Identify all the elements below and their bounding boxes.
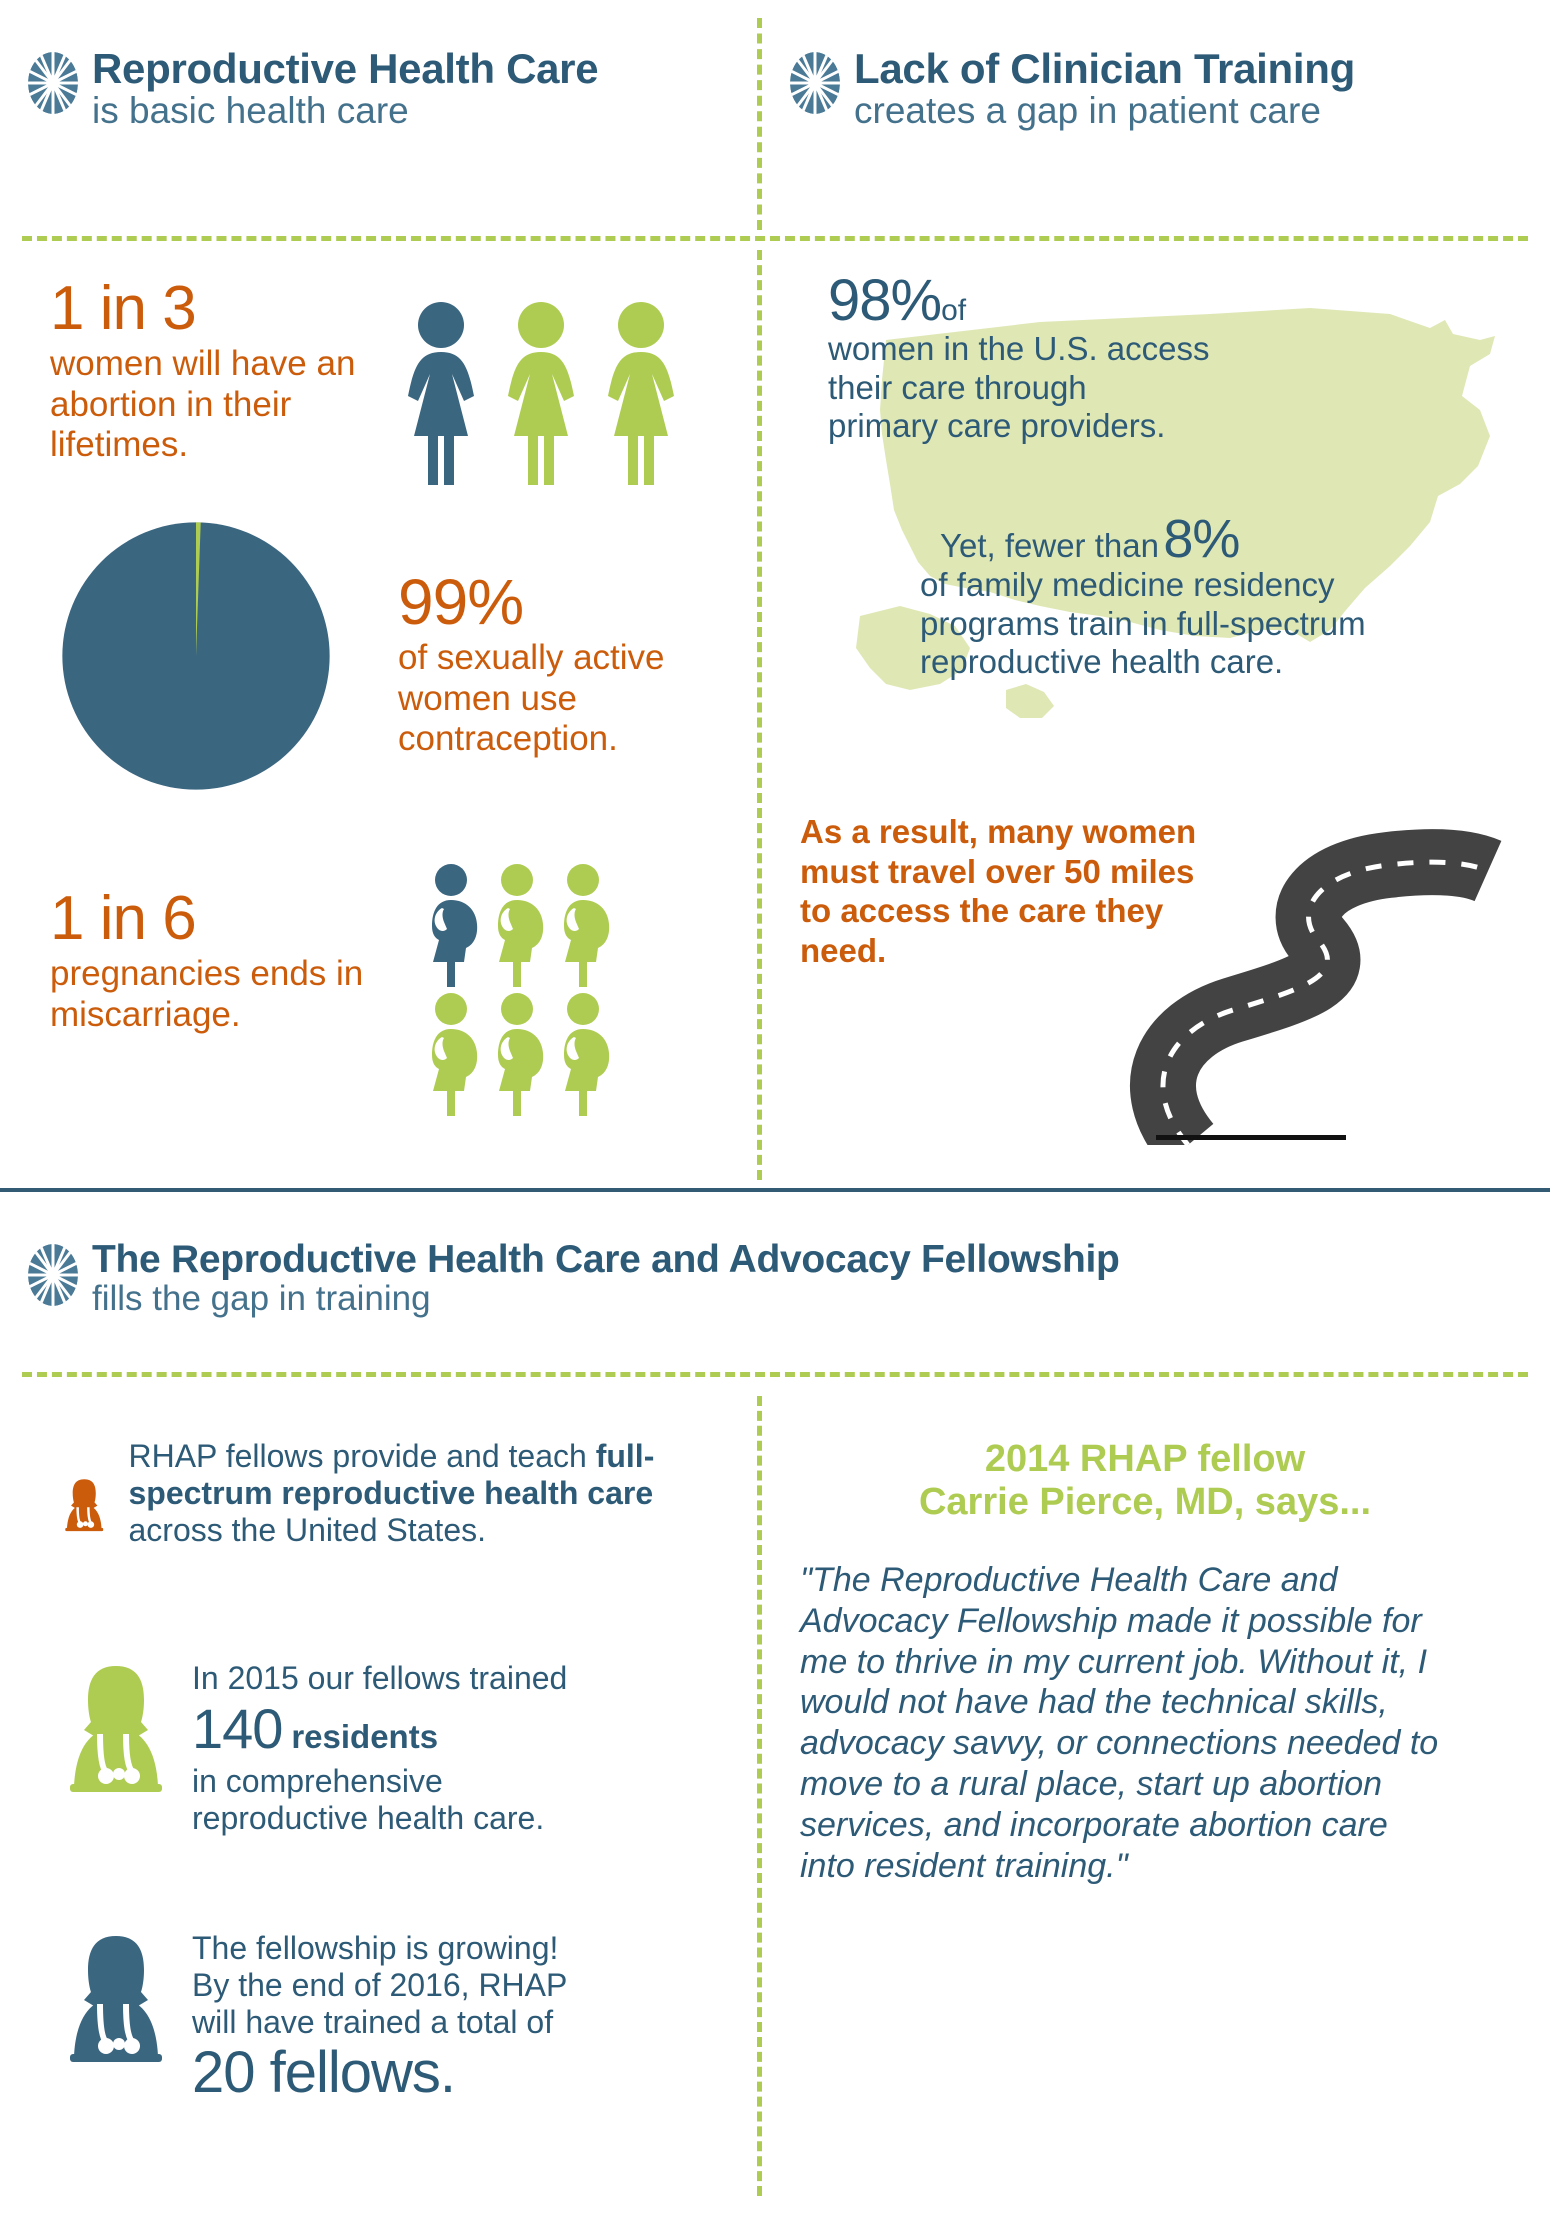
stat-primary-care-percent: 98%: [828, 268, 942, 333]
section-subtitle: creates a gap in patient care: [854, 89, 1321, 131]
stat-abortion: [50, 274, 370, 466]
section-subtitle: fills the gap in training: [92, 1278, 431, 1318]
stat-primary-care: [828, 268, 1308, 446]
section-header-lack-of-clinician-training: [790, 45, 1490, 131]
section-header-fellowship: [28, 1240, 1428, 1318]
section-title: Reproductive Health Care: [92, 45, 599, 92]
section-title: Lack of Clinician Training: [854, 45, 1355, 92]
fellow-block-2: [62, 1660, 712, 1837]
fellow-block-3-text: [192, 1930, 567, 2104]
pregnant-figure-highlighted: [420, 862, 484, 987]
stat-primary-care-lead: of: [941, 294, 967, 327]
stat-residency-prefix: Yet, fewer than: [940, 527, 1159, 564]
vertical-divider-bottom: [757, 1396, 762, 2196]
three-women-icon: [400, 300, 682, 485]
fellow-block-1: [62, 1438, 712, 1570]
fellow-3-number: 20 fellows.: [192, 2040, 456, 2106]
testimonial-heading-line-1: 2014 RHAP fellow: [984, 1438, 1306, 1480]
fellow-1-seg-3: across the United States.: [128, 1512, 486, 1549]
result-note-line-4: need.: [800, 931, 887, 969]
horizontal-divider-2: [22, 1372, 1528, 1377]
fellow-3-line-1: The fellowship is growing!: [192, 1930, 559, 1966]
stat-primary-care-line-3: primary care providers.: [828, 407, 1166, 445]
fellow-3-line-2: By the end of 2016, RHAP: [192, 1967, 568, 2004]
pregnant-figure: [420, 991, 484, 1116]
fellow-1-seg-2: full-spectrum reproductive health care: [128, 1438, 655, 1512]
fellow-block-3: [62, 1930, 712, 2104]
doctor-icon-green: [62, 1660, 170, 1792]
section-title: The Reproductive Health Care and Advocacy Fellowship: [92, 1238, 1120, 1281]
stat-abortion-number: 1 in 3: [50, 274, 196, 343]
pregnant-figure: [486, 862, 550, 987]
stat-miscarriage-number: 1 in 6: [50, 884, 196, 953]
fellow-2-line-1: In 2015 our fellows trained: [192, 1660, 568, 1696]
fellow-block-1-text: [128, 1438, 712, 1549]
pregnant-figure: [552, 862, 616, 987]
stat-residency: [920, 509, 1550, 682]
vertical-divider-top: [757, 18, 762, 230]
fellow-1-seg-1: RHAP fellows provide and teach: [128, 1438, 596, 1474]
stat-contraception-percent: 99%: [398, 566, 524, 638]
woman-figure-highlighted: [400, 300, 482, 485]
doctor-icon-blue: [62, 1930, 170, 2062]
fellow-2-line-3: in comprehensive: [192, 1763, 443, 1800]
vertical-divider-middle: [757, 250, 762, 1180]
doctor-icon-orange: [62, 1438, 106, 1570]
result-note: [800, 812, 1270, 970]
fellow-2-line-4: reproductive health care.: [192, 1800, 545, 1837]
stat-contraception: [398, 566, 728, 760]
stat-abortion-body: women will have an abortion in their lifetimes.: [50, 344, 356, 465]
fellow-3-line-3: will have trained a total of: [192, 2004, 554, 2041]
testimonial-heading: [800, 1438, 1490, 1525]
burst-icon: [28, 1244, 78, 1311]
stat-residency-line-3: reproductive health care.: [920, 643, 1284, 681]
horizontal-divider-1: [22, 236, 1528, 241]
stat-residency-percent: 8%: [1163, 509, 1240, 569]
fellow-block-2-text: [192, 1660, 567, 1837]
result-note-line-1: As a result, many women: [800, 813, 1197, 850]
section-subtitle: is basic health care: [92, 89, 409, 131]
stat-residency-line-2: programs train in full-spectrum: [920, 604, 1366, 642]
stat-primary-care-line-2: their care through: [828, 368, 1087, 406]
six-pregnant-women-icon: [420, 862, 615, 1116]
burst-icon: [28, 52, 78, 119]
stat-primary-care-line-1: women in the U.S. access: [828, 330, 1210, 367]
contraception-pie-chart: [61, 521, 331, 796]
woman-figure: [500, 300, 582, 485]
result-note-line-3: to access the care they: [800, 892, 1164, 930]
section-header-reproductive-health-care: [28, 45, 688, 131]
burst-icon: [790, 52, 840, 119]
section-divider-solid: [0, 1188, 1550, 1192]
stat-residency-line-1: of family medicine residency: [920, 566, 1335, 603]
fellow-2-number: 140: [192, 1697, 283, 1761]
woman-figure: [600, 300, 682, 485]
stat-contraception-body: of sexually active women use contraception.: [398, 638, 665, 759]
stat-miscarriage: [50, 884, 380, 1035]
pregnant-figure: [486, 991, 550, 1116]
fellow-2-number-suffix: residents: [291, 1718, 439, 1756]
testimonial-quote: "The Reproductive Health Care and Advocacy Fellowship made it possible for me to thrive in my current job. Without it, I would not have had the technical skills, advocacy savvy, or connections needed to move to a rural place, start up abortion services, and incorporate abortion care into resident training.": [800, 1561, 1439, 1885]
stat-miscarriage-body: pregnancies ends in miscarriage.: [50, 954, 364, 1034]
testimonial-heading-line-2: Carrie Pierce, MD, says...: [918, 1481, 1372, 1524]
result-note-line-2: must travel over 50 miles: [800, 852, 1195, 890]
pregnant-figure: [552, 991, 616, 1116]
